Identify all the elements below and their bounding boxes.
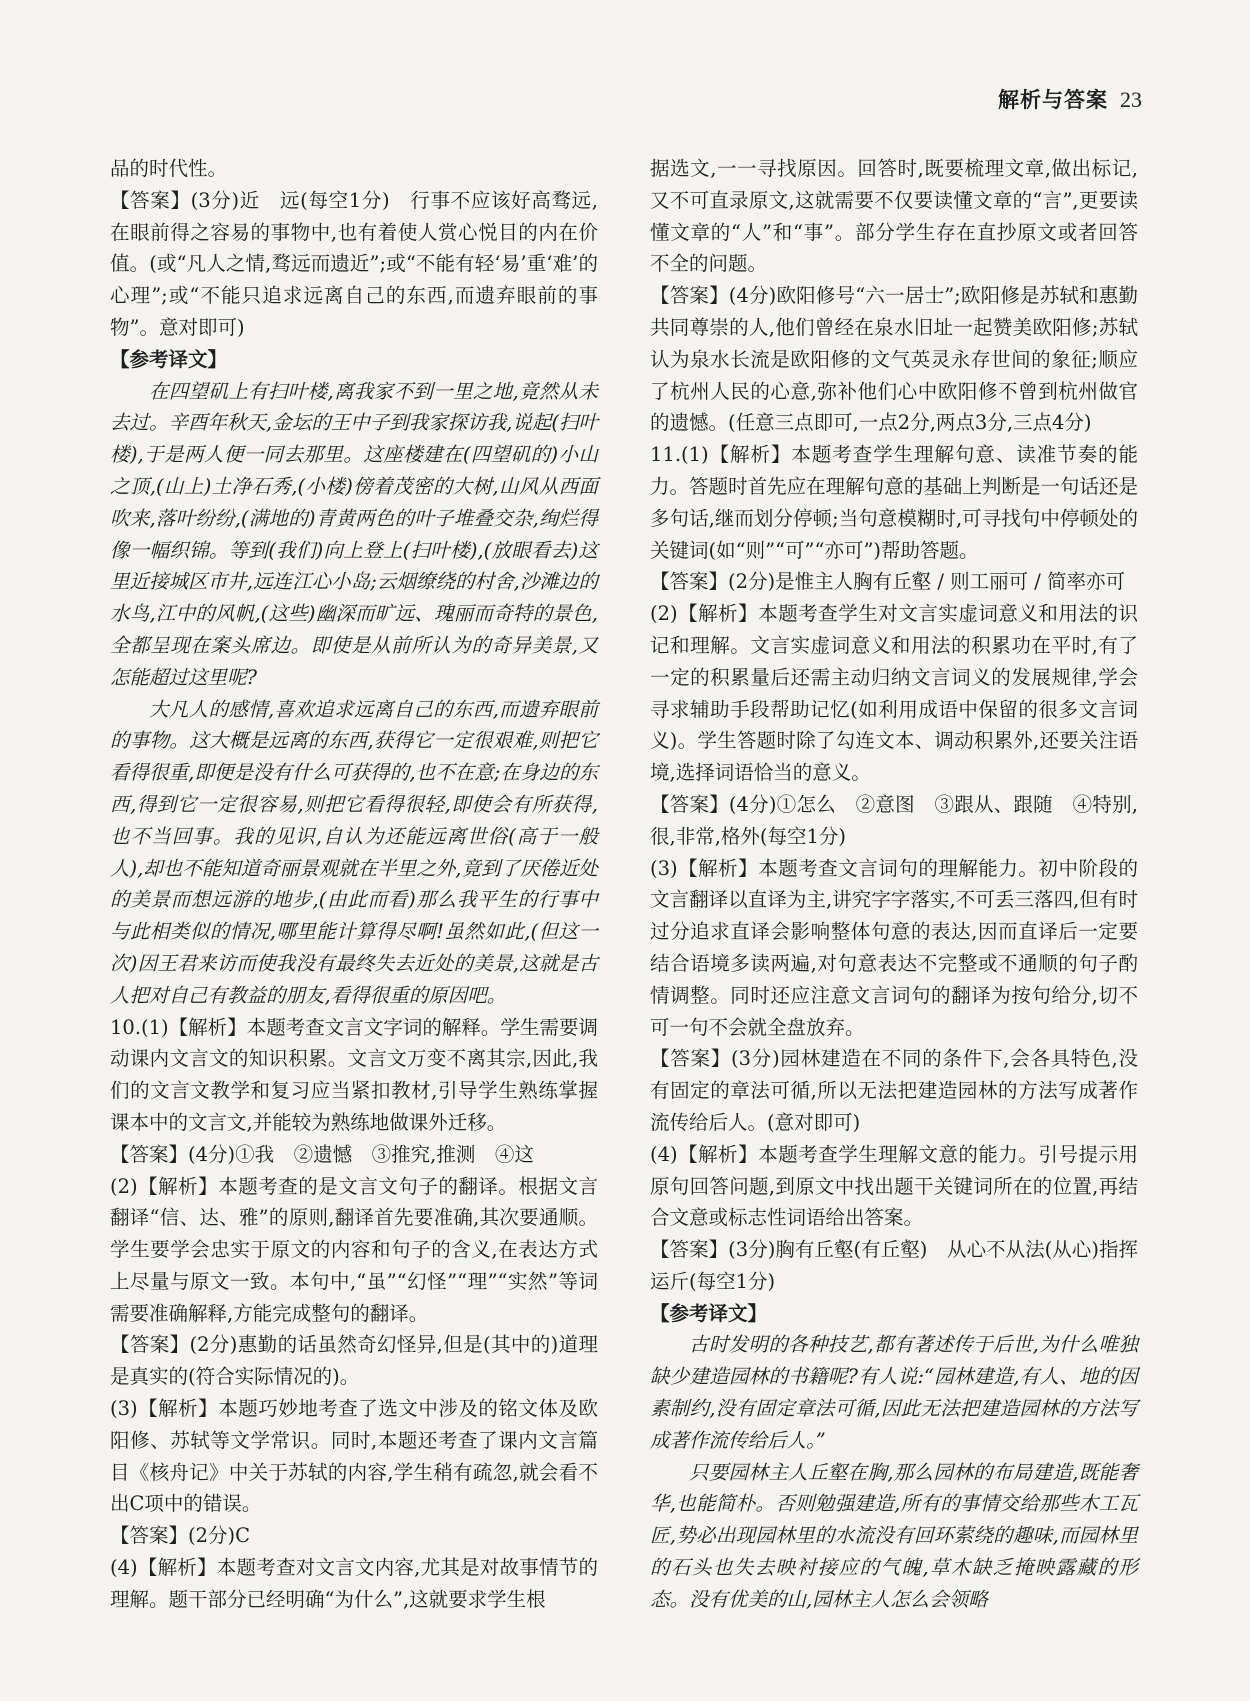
header-title: 解析与答案 bbox=[998, 88, 1108, 112]
translation-paragraph: 大凡人的感情,喜欢追求远离自己的东西,而遗弃眼前的事物。这大概是远离的东西,获得它一定很艰难,则把它看得很重,即便是没有什么可获得的,也不在意;在身边的东西,得到它一定很容易,则把它看得很轻,即使会有所获得,也不当回事。我的见识,自认为还能远离世俗(高于一般人),却也不能知道奇丽景观就在半里之外,竟到了厌倦近处的美景而想远游的地步,(由此而看)那么我平生的行事中与此相类似的情况,哪里能计算得尽啊!虽然如此,(但这一次)因王君来访而使我没有最终失去近处的美景,这就是古人把对自己有教益的朋友,看得很重的原因吧。 bbox=[110, 697, 599, 1007]
translation-paragraph: 在四望矶上有扫叶楼,离我家不到一里之地,竟然从未去过。辛酉年秋天,金坛的王中子到我家探访我,说起(扫叶楼),于是两人便一同去那里。这座楼建在(四望矶的)小山之顶,(山上)土净石秀,(小楼)傍着茂密的大树,山风从西面吹来,落叶纷纷,(满地的)青黄两色的叶子堆叠交杂,绚烂得像一幅织锦。等到(我们)向上登上(扫叶楼),(放眼看去)这里近接城区市井,远连江心小岛;云烟缭绕的村舍,沙滩边的水鸟,江中的风帆,(这些)幽深而旷远、瑰丽而奇特的景色,全都呈现在案头席边。即使是从前所认为的奇异美景,又怎能超过这里呢? bbox=[110, 379, 599, 689]
paragraph: 【答案】(2分)惠勤的话虽然奇幻怪异,但是(其中的)道理是真实的(符合实际情况的)。 bbox=[110, 1333, 598, 1389]
paragraph: 【答案】(4分)①怎么 ②意图 ③跟从、跟随 ④特别,很,非常,格外(每空1分) bbox=[650, 792, 1138, 848]
paragraph: 【答案】(4分)①我 ②遗憾 ③推究,推测 ④这 bbox=[110, 1142, 534, 1166]
paragraph: 品的时代性。 bbox=[110, 157, 228, 180]
paragraph: (3)【解析】本题考查文言词句的理解能力。初中阶段的文言翻译以直译为主,讲究字字落实,不可丢三落四,但有时过分追求直译会影响整体句意的表达,因而直译后一定要结合语境多读两遍,对句意表达不完整或不通顺的句子酌情调整。同时还应注意文言词句的翻译为按句给分,切不可一句不会就全盘放弃。 bbox=[650, 856, 1138, 1039]
page-header bbox=[998, 84, 1142, 114]
paragraph: 10.(1)【解析】本题考查文言文字词的解释。学生需要调动课内文言文的知识积累。文言文万变不离其宗,因此,我们的文言文教学和复习应当紧扣教材,引导学生熟练掌握课本中的文言文,并能较为熟练地做课外迁移。 bbox=[110, 1015, 598, 1134]
paragraph: (4)【解析】本题考查学生理解文意的能力。引号提示用原句回答问题,到原文中找出题干关键词所在的位置,再结合文意或标志性词语给出答案。 bbox=[650, 1142, 1138, 1230]
right-column bbox=[650, 153, 1138, 1616]
paragraph: 【答案】(3分)园林建造在不同的条件下,会各具特色,没有固定的章法可循,所以无法把建造园林的方法写成著作流传给后人。(意对即可) bbox=[650, 1047, 1138, 1134]
paragraph: 【答案】(3分)近 远(每空1分) 行事不应该好高骛远,在眼前得之容易的事物中,也有着使人赏心悦目的内在价值。(或“凡人之情,骛远而遗近”;或“不能有轻‘易’重‘难’的心理”;或“不能只追求远离自己的东西,而遗弃眼前的事物”。意对即可) bbox=[110, 188, 598, 339]
paragraph: (2)【解析】本题考查学生对文言实虚词意义和用法的识记和理解。文言实虚词意义和用法的积累功在平时,有了一定的积累量后还需主动归纳文言词义的发展规律,学会寻求辅助手段帮助记忆(如利用成语中保留的很多文言词义)。学生答题时除了勾连文本、调动积累外,还要关注语境,选择词语恰当的意义。 bbox=[650, 602, 1138, 785]
paragraph: (3)【解析】本题巧妙地考查了选文中涉及的铭文体及欧阳修、苏轼等文学常识。同时,本题还考查了课内文言篇目《核舟记》中关于苏轼的内容,学生稍有疏忽,就会看不出C项中的错误。 bbox=[110, 1397, 598, 1516]
paragraph: 【答案】(4分)欧阳修号“六一居士”;欧阳修是苏轼和惠勤共同尊崇的人,他们曾经在泉水旧址一起赞美欧阳修;苏轼认为泉水长流是欧阳修的文气英灵永存世间的象征;顺应了杭州人民的心意,弥补他们心中欧阳修不曾到杭州做官的遗憾。(任意三点即可,一点2分,两点3分,三点4分) bbox=[650, 284, 1138, 435]
paragraph: 【答案】(2分)C bbox=[110, 1524, 251, 1548]
paragraph: (2)【解析】本题考查的是文言文句子的翻译。根据文言翻译“信、达、雅”的原则,翻译首先要准确,其次要通顺。学生要学会忠实于原文的内容和句子的含义,在表达方式上尽量与原文一致。本句中,“虽”“幻怪”“理”“实然”等词需要准确解释,方能完成整句的翻译。 bbox=[110, 1174, 598, 1325]
section-label: 【参考译文】 bbox=[110, 347, 228, 371]
paragraph: (4)【解析】本题考查对文言文内容,尤其是对故事情节的理解。题干部分已经明确“为什么”,这就要求学生根 bbox=[110, 1556, 598, 1611]
paragraph: 11.(1)【解析】本题考查学生理解句意、读准节奏的能力。答题时首先应在理解句意的基础上判断是一句话还是多句话,继而划分停顿;当句意模糊时,可寻找句中停顿处的关键词(如“则”“可”“亦可”)帮助答题。 bbox=[650, 443, 1138, 562]
translation-paragraph: 只要园林主人丘壑在胸,那么园林的布局建造,既能奢华,也能简朴。否则勉强建造,所有的事情交给那些木工瓦匠,势必出现园林里的水流没有回环萦绕的趣味,而园林里的石头也失去映衬接应的气魄,草木缺乏掩映露藏的形态。没有优美的山,园林主人怎么会领略 bbox=[650, 1460, 1138, 1611]
page-number: 23 bbox=[1120, 87, 1142, 112]
translation-paragraph: 古时发明的各种技艺,都有著述传于后世,为什么唯独缺少建造园林的书籍呢?有人说:“园林建造,有人、地的因素制约,没有固定章法可循,因此无法把建造园林的方法写成著作流传给后人。” bbox=[650, 1333, 1138, 1452]
section-label: 【参考译文】 bbox=[650, 1301, 768, 1325]
paragraph: 【答案】(2分)是惟主人胸有丘壑 / 则工丽可 / 简率亦可 bbox=[650, 570, 1126, 594]
paragraph: 据选文,一一寻找原因。回答时,既要梳理文章,做出标记,又不可直录原文,这就需要不仅要读懂文章的“言”,更要读懂文章的“人”和“事”。部分学生存在直抄原文或者回答不全的问题。 bbox=[650, 157, 1138, 276]
paragraph: 【答案】(3分)胸有丘壑(有丘壑) 从心不从法(从心)指挥运斤(每空1分) bbox=[650, 1238, 1138, 1293]
left-column bbox=[110, 153, 598, 1616]
